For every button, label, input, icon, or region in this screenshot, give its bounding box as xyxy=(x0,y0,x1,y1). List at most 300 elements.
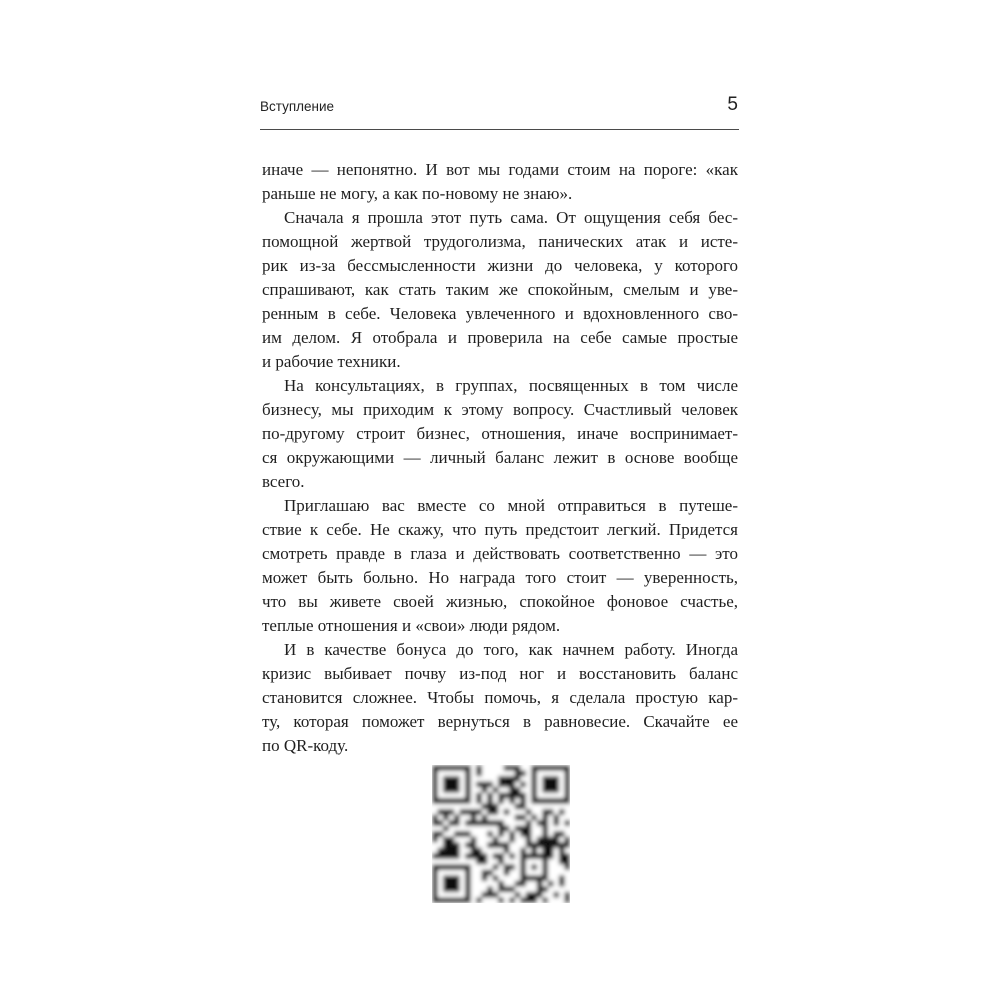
qr-module xyxy=(542,897,548,903)
qr-module xyxy=(509,897,515,903)
text-line: ся окружающими — личный баланс лежит в основе вообще xyxy=(262,448,738,467)
qr-module xyxy=(537,765,543,771)
qr-module xyxy=(487,793,493,799)
qr-module xyxy=(548,853,554,859)
qr-module xyxy=(564,776,570,782)
qr-module xyxy=(542,870,548,876)
qr-module xyxy=(548,776,554,782)
qr-module xyxy=(537,820,543,826)
qr-module xyxy=(498,820,504,826)
qr-module xyxy=(465,787,471,793)
qr-module xyxy=(564,892,570,898)
qr-module xyxy=(515,787,521,793)
qr-module xyxy=(476,771,482,777)
qr-module xyxy=(553,820,559,826)
qr-module xyxy=(487,892,493,898)
qr-module xyxy=(526,897,532,903)
qr-module xyxy=(449,820,455,826)
text-line: Сначала я прошла этот путь сама. От ощущения себя бес- xyxy=(284,208,738,227)
qr-module xyxy=(443,848,449,854)
qr-module xyxy=(520,782,526,788)
text-line: теплые отношения и «свои» люди рядом. xyxy=(262,616,561,635)
qr-module xyxy=(449,787,455,793)
qr-module xyxy=(564,798,570,804)
qr-module xyxy=(449,798,455,804)
qr-module xyxy=(487,831,493,837)
qr-module xyxy=(454,787,460,793)
qr-module xyxy=(432,831,438,837)
qr-module xyxy=(465,853,471,859)
qr-module xyxy=(432,881,438,887)
qr-module xyxy=(476,782,482,788)
qr-module xyxy=(542,875,548,881)
qr-module xyxy=(432,787,438,793)
qr-module xyxy=(559,765,565,771)
text-line: и рабочие техники. xyxy=(262,352,401,371)
qr-module xyxy=(498,886,504,892)
qr-module xyxy=(454,831,460,837)
qr-module xyxy=(476,848,482,854)
qr-module xyxy=(449,881,455,887)
qr-module xyxy=(482,815,488,821)
qr-module xyxy=(542,815,548,821)
paragraph xyxy=(262,206,738,374)
qr-module xyxy=(465,765,471,771)
qr-module xyxy=(531,787,537,793)
qr-module xyxy=(531,864,537,870)
text-line: бизнесу, мы приходим к этому вопросу. Счастливый человек xyxy=(262,400,738,419)
qr-module xyxy=(537,886,543,892)
qr-module xyxy=(449,875,455,881)
qr-module xyxy=(537,853,543,859)
qr-module xyxy=(493,842,499,848)
qr-module xyxy=(443,881,449,887)
paragraph xyxy=(262,494,738,638)
text-line: Приглашаю вас вместе со мной отправиться в путеше- xyxy=(284,496,738,515)
qr-module xyxy=(548,782,554,788)
text-line: смотреть правде в глаза и действовать соответственно — это xyxy=(262,544,738,563)
qr-module xyxy=(531,815,537,821)
qr-module xyxy=(471,820,477,826)
qr-module xyxy=(476,809,482,815)
text-line: по QR-коду. xyxy=(262,736,349,755)
qr-module xyxy=(443,815,449,821)
qr-module xyxy=(454,842,460,848)
qr-module xyxy=(449,837,455,843)
qr-module xyxy=(542,765,548,771)
qr-module xyxy=(542,798,548,804)
text-line: становится сложнее. Чтобы помочь, я сделала простую кар- xyxy=(262,688,738,707)
qr-module xyxy=(559,881,565,887)
paragraph xyxy=(262,158,738,206)
qr-module xyxy=(471,837,477,843)
header-divider xyxy=(260,129,739,130)
qr-module xyxy=(520,881,526,887)
qr-module xyxy=(509,765,515,771)
qr-module xyxy=(564,859,570,865)
text-line: может быть больно. Но награда того стоит — уверенность, xyxy=(262,568,738,587)
qr-module xyxy=(520,864,526,870)
qr-module xyxy=(438,853,444,859)
qr-module xyxy=(487,798,493,804)
qr-module xyxy=(537,837,543,843)
qr-module xyxy=(531,782,537,788)
text-line: всего. xyxy=(262,472,305,491)
qr-module xyxy=(526,837,532,843)
qr-module xyxy=(493,892,499,898)
qr-module xyxy=(542,864,548,870)
qr-module xyxy=(460,765,466,771)
text-line: ствие к себе. Не скажу, что путь предстоит легкий. Придется xyxy=(262,520,738,539)
qr-module xyxy=(526,809,532,815)
qr-module xyxy=(504,848,510,854)
qr-module xyxy=(520,831,526,837)
qr-module xyxy=(553,798,559,804)
qr-module xyxy=(564,864,570,870)
qr-module xyxy=(498,782,504,788)
qr-module xyxy=(465,831,471,837)
qr-module xyxy=(553,892,559,898)
qr-module xyxy=(520,853,526,859)
qr-module xyxy=(465,897,471,903)
qr-module xyxy=(432,892,438,898)
qr-module xyxy=(449,886,455,892)
qr-module xyxy=(520,870,526,876)
qr-module xyxy=(542,853,548,859)
qr-module xyxy=(465,809,471,815)
qr-module xyxy=(504,765,510,771)
text-line: им делом. Я отобрала и проверила на себе самые простые xyxy=(262,328,738,347)
qr-module xyxy=(471,848,477,854)
page-number: 5 xyxy=(727,94,738,115)
text-line: раньше не могу, а как по-новому не знаю». xyxy=(262,184,573,203)
qr-module xyxy=(520,826,526,832)
text-line: И в качестве бонуса до того, как начнем работу. Иногда xyxy=(284,640,738,659)
qr-module xyxy=(443,765,449,771)
qr-module xyxy=(432,815,438,821)
qr-module xyxy=(559,831,565,837)
qr-module xyxy=(487,804,493,810)
qr-module xyxy=(476,765,482,771)
qr-module xyxy=(482,853,488,859)
qr-module xyxy=(443,782,449,788)
qr-module xyxy=(548,842,554,848)
qr-module xyxy=(432,886,438,892)
qr-module xyxy=(449,897,455,903)
qr-module xyxy=(432,798,438,804)
qr-module xyxy=(487,809,493,815)
qr-module xyxy=(465,782,471,788)
qr-module xyxy=(465,776,471,782)
qr-module xyxy=(531,776,537,782)
qr-module xyxy=(443,798,449,804)
qr-module xyxy=(482,875,488,881)
qr-module xyxy=(548,837,554,843)
qr-module xyxy=(553,787,559,793)
qr-module xyxy=(509,798,515,804)
qr-module xyxy=(493,820,499,826)
qr-module xyxy=(454,815,460,821)
qr-module xyxy=(504,842,510,848)
qr-module xyxy=(537,842,543,848)
qr-module xyxy=(438,798,444,804)
qr-module xyxy=(438,864,444,870)
qr-module xyxy=(520,848,526,854)
qr-module xyxy=(443,864,449,870)
text-line: иначе — непонятно. И вот мы годами стоим на пороге: «как xyxy=(262,160,738,179)
qr-module xyxy=(564,782,570,788)
text-line: кризис выбивает почву из-под ног и восстановить баланс xyxy=(262,664,738,683)
qr-module xyxy=(482,892,488,898)
qr-module xyxy=(438,765,444,771)
qr-module xyxy=(559,859,565,865)
qr-module xyxy=(559,853,565,859)
qr-module xyxy=(542,782,548,788)
qr-module xyxy=(493,864,499,870)
qr-module xyxy=(465,881,471,887)
qr-module xyxy=(493,837,499,843)
qr-module xyxy=(504,870,510,876)
qr-module xyxy=(553,837,559,843)
qr-module xyxy=(460,897,466,903)
qr-module xyxy=(509,831,515,837)
qr-module xyxy=(520,793,526,799)
body-text xyxy=(262,158,738,758)
qr-module xyxy=(531,793,537,799)
qr-module xyxy=(504,886,510,892)
qr-module xyxy=(471,842,477,848)
qr-module xyxy=(509,776,515,782)
qr-module xyxy=(542,820,548,826)
qr-module xyxy=(498,897,504,903)
qr-module xyxy=(509,787,515,793)
qr-module xyxy=(515,765,521,771)
qr-module xyxy=(482,870,488,876)
qr-module xyxy=(487,870,493,876)
qr-module xyxy=(531,875,537,881)
qr-module xyxy=(465,875,471,881)
qr-module xyxy=(454,820,460,826)
qr-module xyxy=(438,897,444,903)
qr-module xyxy=(537,798,543,804)
qr-module xyxy=(542,826,548,832)
qr-module xyxy=(548,765,554,771)
qr-module xyxy=(482,787,488,793)
qr-module xyxy=(443,875,449,881)
qr-module xyxy=(515,815,521,821)
qr-module xyxy=(537,881,543,887)
qr-module xyxy=(432,864,438,870)
qr-module xyxy=(498,842,504,848)
qr-module xyxy=(454,881,460,887)
qr-module xyxy=(564,820,570,826)
qr-module xyxy=(465,771,471,777)
qr-module xyxy=(498,826,504,832)
running-head-section-title: Вступление xyxy=(260,99,335,114)
qr-module xyxy=(542,787,548,793)
qr-module xyxy=(553,782,559,788)
qr-module xyxy=(465,886,471,892)
qr-module xyxy=(432,782,438,788)
qr-module xyxy=(531,771,537,777)
qr-module xyxy=(526,853,532,859)
qr-module xyxy=(553,765,559,771)
qr-module xyxy=(460,798,466,804)
paragraph xyxy=(262,374,738,494)
qr-module xyxy=(498,853,504,859)
paragraph xyxy=(262,638,738,758)
qr-module xyxy=(520,875,526,881)
qr-module xyxy=(559,809,565,815)
qr-module xyxy=(454,853,460,859)
qr-module xyxy=(460,831,466,837)
qr-module xyxy=(515,776,521,782)
qr-module xyxy=(443,837,449,843)
qr-module xyxy=(476,820,482,826)
qr-module xyxy=(515,804,521,810)
qr-module xyxy=(487,782,493,788)
qr-module xyxy=(526,826,532,832)
qr-module xyxy=(443,809,449,815)
qr-module xyxy=(526,842,532,848)
qr-module xyxy=(531,842,537,848)
qr-module xyxy=(465,798,471,804)
qr-module xyxy=(493,804,499,810)
qr-module xyxy=(454,848,460,854)
qr-module xyxy=(531,848,537,854)
qr-module xyxy=(443,776,449,782)
qr-module xyxy=(454,864,460,870)
qr-module xyxy=(432,853,438,859)
qr-module xyxy=(449,776,455,782)
qr-module xyxy=(476,859,482,865)
text-line: по-другому строит бизнес, отношения, иначе воспринимает- xyxy=(262,424,738,443)
qr-module xyxy=(548,881,554,887)
qr-module xyxy=(526,875,532,881)
qr-module xyxy=(449,765,455,771)
qr-module xyxy=(476,897,482,903)
qr-module xyxy=(542,809,548,815)
qr-module xyxy=(509,793,515,799)
qr-module xyxy=(471,809,477,815)
qr-module xyxy=(509,864,515,870)
qr-module xyxy=(454,765,460,771)
qr-module xyxy=(454,782,460,788)
qr-module xyxy=(564,765,570,771)
qr-module xyxy=(476,853,482,859)
qr-module xyxy=(493,809,499,815)
qr-module xyxy=(498,831,504,837)
qr-module xyxy=(509,837,515,843)
qr-module xyxy=(531,765,537,771)
qr-module xyxy=(564,771,570,777)
qr-module xyxy=(465,793,471,799)
qr-module xyxy=(454,875,460,881)
qr-module xyxy=(443,842,449,848)
qr-module xyxy=(465,842,471,848)
qr-module xyxy=(498,859,504,865)
qr-module xyxy=(471,853,477,859)
qr-module xyxy=(531,853,537,859)
qr-module xyxy=(498,798,504,804)
qr-module xyxy=(493,787,499,793)
qr-module xyxy=(504,809,510,815)
qr-module xyxy=(515,771,521,777)
qr-module xyxy=(504,776,510,782)
qr-module xyxy=(465,892,471,898)
qr-module xyxy=(432,897,438,903)
qr-module xyxy=(432,776,438,782)
qr-module xyxy=(548,787,554,793)
qr-module xyxy=(559,875,565,881)
qr-module xyxy=(487,842,493,848)
qr-module xyxy=(504,793,510,799)
qr-module xyxy=(449,809,455,815)
qr-module xyxy=(548,798,554,804)
qr-module xyxy=(454,897,460,903)
qr-module xyxy=(542,837,548,843)
qr-module xyxy=(454,798,460,804)
qr-module xyxy=(443,897,449,903)
qr-module xyxy=(449,864,455,870)
qr-module xyxy=(542,776,548,782)
qr-module xyxy=(443,853,449,859)
qr-module xyxy=(432,837,438,843)
qr-module xyxy=(432,820,438,826)
text-line: На консультациях, в группах, посвященных в том числе xyxy=(284,376,738,395)
qr-module xyxy=(548,848,554,854)
qr-module xyxy=(449,842,455,848)
qr-module xyxy=(515,881,521,887)
qr-module xyxy=(438,809,444,815)
qr-module xyxy=(493,853,499,859)
qr-module xyxy=(432,771,438,777)
qr-module xyxy=(564,842,570,848)
qr-module xyxy=(449,782,455,788)
qr-module xyxy=(564,897,570,903)
qr-module xyxy=(559,848,565,854)
qr-module xyxy=(537,875,543,881)
qr-module xyxy=(526,831,532,837)
qr-module xyxy=(432,765,438,771)
qr-module xyxy=(559,842,565,848)
qr-module xyxy=(515,793,521,799)
qr-module xyxy=(471,815,477,821)
qr-module xyxy=(564,787,570,793)
qr-module xyxy=(520,815,526,821)
qr-module xyxy=(553,815,559,821)
qr-module xyxy=(559,798,565,804)
qr-module xyxy=(520,798,526,804)
qr-module xyxy=(454,776,460,782)
qr-module xyxy=(531,892,537,898)
qr-module xyxy=(438,820,444,826)
qr-module xyxy=(498,881,504,887)
qr-module xyxy=(498,793,504,799)
qr-module xyxy=(504,782,510,788)
qr-module xyxy=(432,870,438,876)
qr-module xyxy=(531,798,537,804)
qr-module xyxy=(542,842,548,848)
qr-module xyxy=(520,859,526,865)
qr-module xyxy=(526,820,532,826)
qr-module xyxy=(553,842,559,848)
text-line: ту, которая поможет вернуться в равновесие. Скачайте ее xyxy=(262,712,738,731)
qr-module xyxy=(542,886,548,892)
qr-module xyxy=(548,809,554,815)
qr-module xyxy=(454,886,460,892)
qr-module xyxy=(465,864,471,870)
